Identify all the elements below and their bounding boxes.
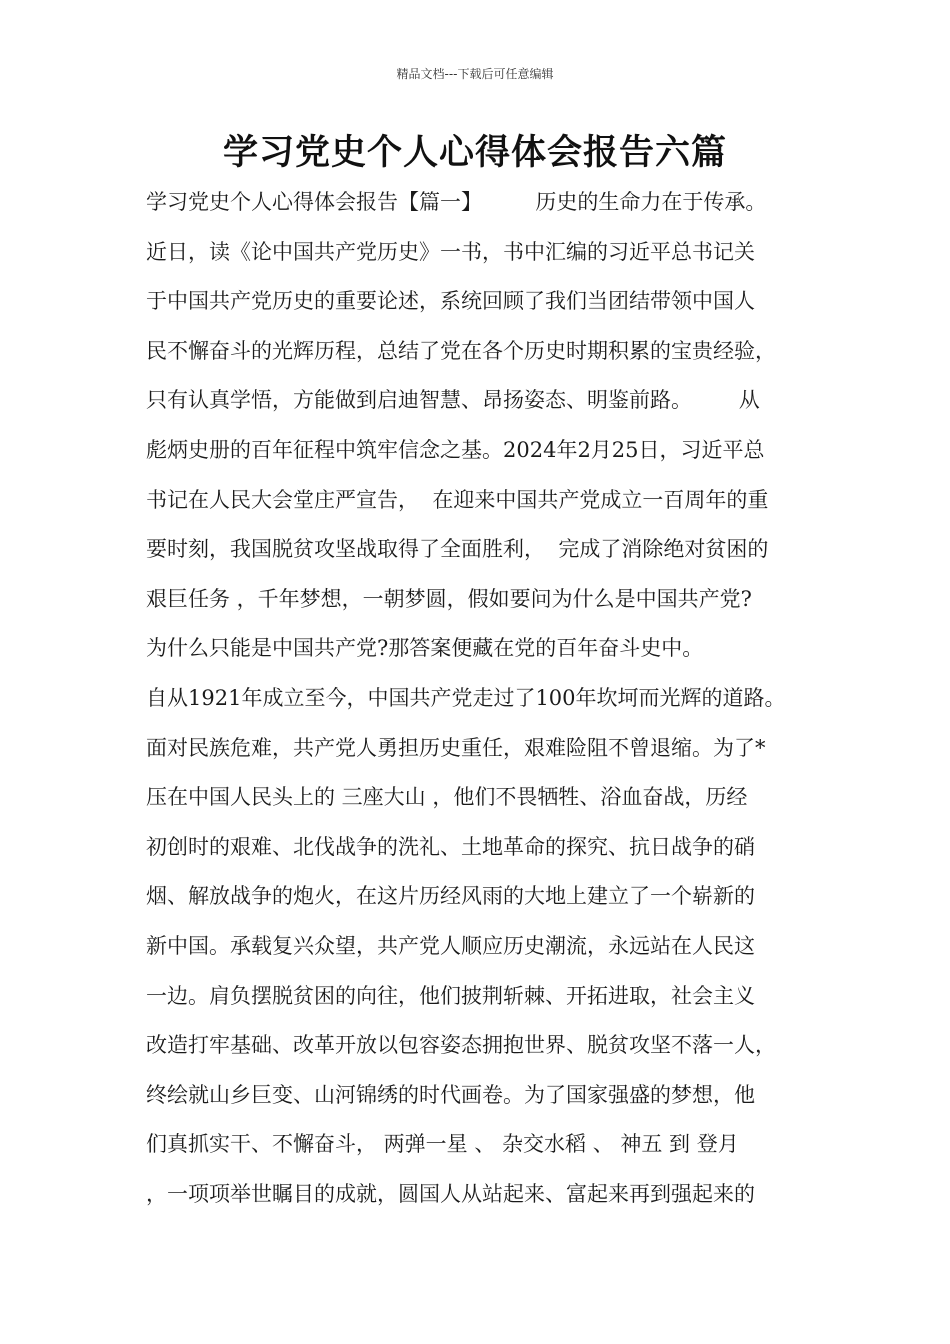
body-line: 为什么只能是中国共产党?那答案便藏在党的百年奋斗史中。 bbox=[146, 636, 704, 661]
body-line: 初创时的艰难、北伐战争的洗礼、土地革命的探究、抗日战争的硝 bbox=[146, 834, 755, 859]
document-body bbox=[146, 178, 826, 1219]
body-line: 只有认真学悟，方能做到启迪智慧、昂扬姿态、明鉴前路。 从 bbox=[146, 388, 760, 413]
body-line: 艰巨任务 ，千年梦想，一朝梦圆，假如要问为什么是中国共产党? bbox=[146, 586, 752, 611]
body-line: 学习党史个人心得体会报告【篇一】 历史的生命力在于传承。 bbox=[146, 190, 767, 214]
body-line: 面对民族危难，共产党人勇担历史重任，艰难险阻不曾退缩。为了* bbox=[146, 735, 766, 760]
body-line: 书记在人民大会堂庄严宣告， 在迎来中国共产党成立一百周年的重 bbox=[146, 487, 769, 512]
document-title: 学习党史个人心得体会报告六篇 bbox=[222, 133, 727, 173]
body-line: 们真抓实干、不懈奋斗， 两弹一星 、 杂交水稻 、 神五 到 登月 bbox=[146, 1132, 739, 1157]
body-line: 民不懈奋斗的光辉历程，总结了党在各个历史时期积累的宝贵经验， bbox=[146, 338, 776, 363]
body-line: 烟、解放战争的炮火，在这片历经风雨的大地上建立了一个崭新的 bbox=[146, 884, 755, 909]
page-header: 精品文档---下载后可任意编辑 bbox=[396, 67, 554, 81]
body-line: ，一项项举世瞩目的成就，圆国人从站起来、富起来再到强起来的 bbox=[146, 1181, 755, 1206]
body-line: 彪炳史册的百年征程中筑牢信念之基。2024年2月25日，习近平总 bbox=[146, 437, 765, 462]
body-line: 于中国共产党历史的重要论述，系统回顾了我们当团结带领中国人 bbox=[146, 289, 755, 314]
body-line: 压在中国人民头上的 三座大山 ，他们不畏牺牲、浴血奋战，历经 bbox=[146, 785, 748, 810]
body-line: 自从1921年成立至今，中国共产党走过了100年坎坷而光辉的道路。 bbox=[146, 685, 786, 710]
body-line: 要时刻，我国脱贫攻坚战取得了全面胜利， 完成了消除绝对贫困的 bbox=[146, 537, 769, 562]
body-line: 一边。肩负摆脱贫困的向往，他们披荆斩棘、开拓进取，社会主义 bbox=[146, 983, 755, 1008]
body-line: 近日，读《论中国共产党历史》一书，书中汇编的习近平总书记关 bbox=[146, 239, 755, 264]
body-line: 新中国。承载复兴众望，共产党人顺应历史潮流，永远站在人民这 bbox=[146, 933, 755, 958]
body-line: 终绘就山乡巨变、山河锦绣的时代画卷。为了国家强盛的梦想，他 bbox=[146, 1082, 755, 1107]
body-line: 改造打牢基础、改革开放以包容姿态拥抱世界、脱贫攻坚不落一人， bbox=[146, 1033, 776, 1058]
